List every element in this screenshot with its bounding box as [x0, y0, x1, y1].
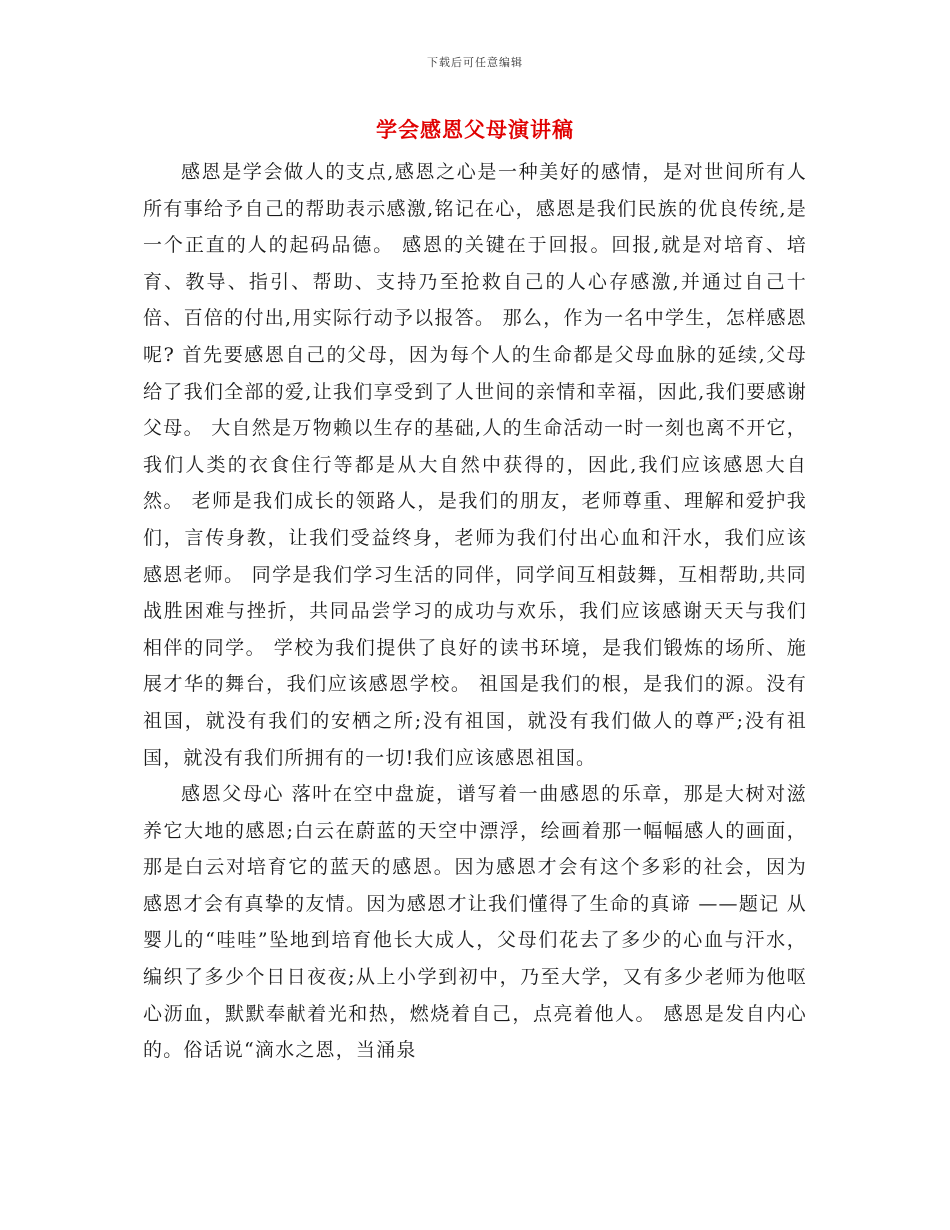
paragraph-gratitude-parents: 感恩父母心 落叶在空中盘旋，谱写着一曲感恩的乐章，那是大树对滋养它大地的感恩;白云在蔚蓝的天空中漂浮，绘画着那一幅幅感人的画面，那是白云对培育它的蓝天的感恩。因为感恩才会有这个多彩的社会，因为感恩才会有真挚的友情。因为感恩才让我们懂得了生命的真谛 ——题记 从婴儿的“哇哇”坠地到培育他长大成人，父母们花去了多少的心血与汗水，编织了多少个日日夜夜;从上小学到初中，乃至大学，又有多少老师为他呕心沥血，默默奉献着光和热，燃烧着自己，点亮着他人。 感恩是发自内心的。俗话说“滴水之恩，当涌泉	[143, 783, 807, 1062]
document-title: 学会感恩父母演讲稿	[376, 117, 574, 142]
page-header-note: 下载后可任意编辑	[427, 56, 523, 69]
document-body	[143, 154, 807, 1069]
paragraph-gratitude-intro: 感恩是学会做人的支点,感恩之心是一种美好的感情，是对世间所有人所有事给予自己的帮助表示感激,铭记在心，感恩是我们民族的优良传统,是一个正直的人的起码品德。 感恩的关键在于回报。回报,就是对培育、培育、教导、指引、帮助、支持乃至抢救自己的人心存感激,并通过自己十倍、百倍的付出,用实际行动予以报答。 那么，作为一名中学生，怎样感恩呢? 首先要感恩自己的父母，因为每个人的生命都是父母血脉的延续,父母给了我们全部的爱,让我们享受到了人世间的亲情和幸福，因此,我们要感谢父母。 大自然是万物赖以生存的基础,人的生命活动一时一刻也离不开它，我们人类的衣食住行等都是从大自然中获得的，因此,我们应该感恩大自然。 老师是我们成长的领路人，是我们的朋友，老师尊重、理解和爱护我们，言传身教，让我们受益终身，老师为我们付出心血和汗水，我们应该感恩老师。 同学是我们学习生活的同伴，同学间互相鼓舞，互相帮助,共同战胜困难与挫折，共同品尝学习的成功与欢乐，我们应该感谢天天与我们相伴的同学。 学校为我们提供了良好的读书环境，是我们锻炼的场所、施展才华的舞台，我们应该感恩学校。 祖国是我们的根，是我们的源。没有祖国，就没有我们的安栖之所;没有祖国，就没有我们做人的尊严;没有祖国，就没有我们所拥有的一切!我们应该感恩祖国。	[143, 161, 807, 769]
